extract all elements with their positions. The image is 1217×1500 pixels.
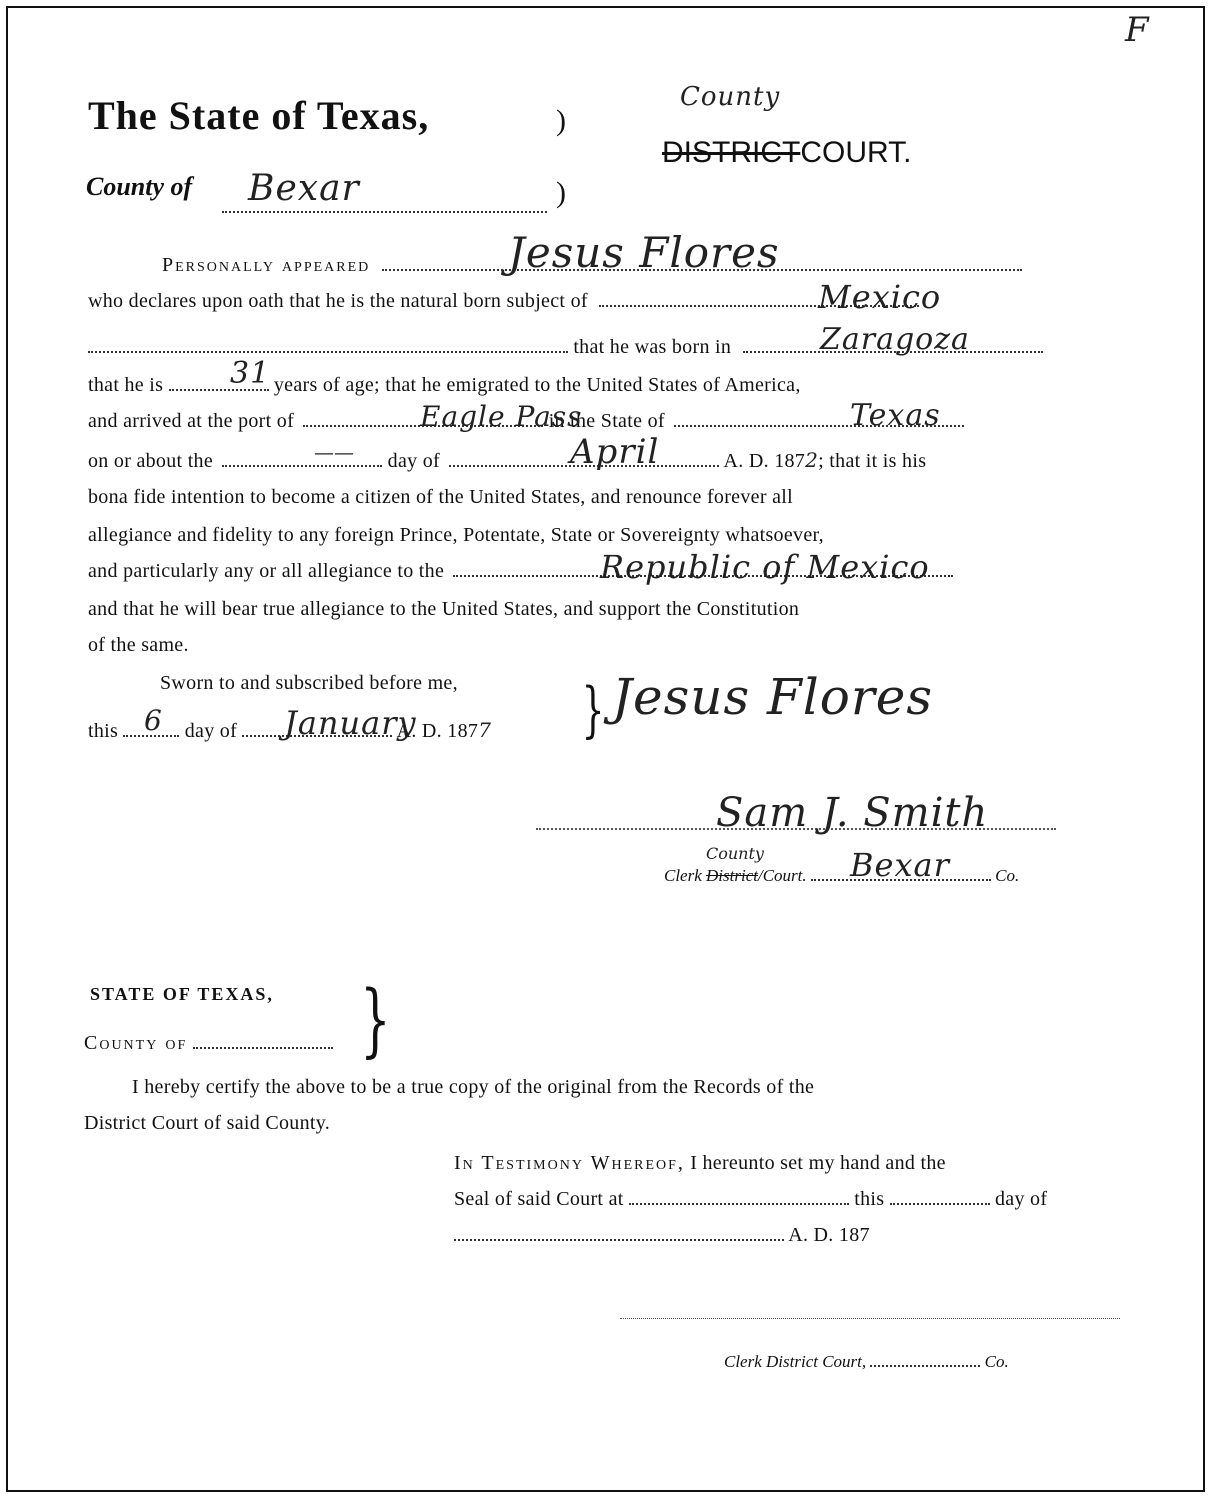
sworn-brace: } — [581, 675, 605, 745]
cert-seal-line — [454, 1188, 1047, 1211]
line-age-post: years of age; that he emigrated to the United States of America, — [273, 374, 801, 396]
cert-clerk-line — [724, 1352, 1009, 1372]
cert-testimony — [454, 1152, 946, 1175]
line-date-post: A. D. 187 — [723, 450, 806, 472]
declarant-signature: Jesus Flores — [612, 668, 933, 726]
title-brace: ) — [556, 104, 566, 137]
cert-state: STATE OF TEXAS, — [90, 984, 274, 1004]
sworn-ad: A. D. 187 — [396, 720, 479, 742]
clerk-signature: Sam J. Smith — [716, 790, 989, 836]
line-subject — [88, 290, 919, 313]
clerk-label: Clerk — [664, 866, 702, 885]
cert-clerk-label: Clerk District Court, — [724, 1352, 867, 1371]
day-value: —— — [314, 440, 354, 464]
state-value: Texas — [850, 398, 941, 433]
line-subject-text: who declares upon oath that he is the natural born subject of — [88, 290, 588, 312]
cert-brace: } — [360, 973, 391, 1066]
clerk-court-handwritten: County — [706, 844, 764, 863]
line-date — [88, 448, 926, 473]
subject-of-value: Mexico — [818, 278, 942, 316]
line-bear: and that he will bear true allegiance to the United States, and support the Constitution — [88, 598, 800, 620]
county-brace: ) — [556, 176, 566, 209]
sworn-line: Sworn to and subscribed before me, — [160, 672, 458, 694]
county-label: County of — [86, 172, 193, 201]
line-born-text: that he was born in — [573, 336, 732, 358]
court-handwritten: County — [680, 82, 781, 112]
line-age — [88, 374, 801, 397]
court-struck: DISTRICT — [662, 136, 801, 169]
sworn-month-value: January — [284, 704, 417, 742]
cert-testimony-caps: In Testimony Whereof, — [454, 1152, 685, 1174]
cert-ad: A. D. 187 — [788, 1224, 870, 1246]
corner-mark: F — [1125, 10, 1150, 50]
cert-line1: I hereby certify the above to be a true copy of the original from the Records of the — [132, 1076, 815, 1098]
line-allegiance: allegiance and fidelity to any foreign Prince, Potentate, State or Sovereignty whatsoever, — [88, 524, 824, 546]
line-date-end: ; that it is his — [818, 450, 927, 472]
line-port-mid: in the State of — [548, 410, 665, 432]
sworn-this: this — [88, 720, 119, 742]
republic-value: Republic of Mexico — [600, 548, 930, 586]
declarant-name: Jesus Flores — [508, 228, 780, 277]
cert-ad-line — [454, 1224, 870, 1247]
cert-clerk-co: Co. — [984, 1352, 1009, 1371]
line-particular-pre: and particularly any or all allegiance to the — [88, 560, 445, 582]
clerk-label-line: Clerk District/Court. Co. — [664, 866, 1020, 885]
cert-seal-day-of: day of — [994, 1188, 1048, 1210]
cert-testimony-rest: I hereunto set my hand and the — [690, 1152, 946, 1174]
county-value: Bexar — [248, 168, 360, 209]
sworn-day-of: day of — [184, 720, 238, 742]
clerk-court-struck: District — [706, 866, 758, 885]
line-date-pre: on or about the — [88, 450, 214, 472]
year-digit: 2 — [805, 448, 819, 472]
court-suffix: COURT. — [800, 136, 912, 169]
age-value: 31 — [230, 356, 271, 391]
sworn-year-digit: 7 — [478, 718, 492, 742]
month-value: April — [570, 432, 660, 472]
clerk-co-label: Co. — [995, 866, 1020, 885]
cert-county-line — [84, 1032, 333, 1055]
clerk-court-label: Court. — [762, 866, 807, 885]
cert-county-label: County of — [84, 1032, 188, 1054]
cert-seal-pre: Seal of said Court at — [454, 1188, 624, 1210]
page-title: The State of Texas, — [88, 93, 430, 138]
cert-seal-this: this — [854, 1188, 885, 1210]
court-heading — [662, 136, 911, 170]
line-intent: bona fide intention to become a citizen of the United States, and renounce forever all — [88, 486, 793, 508]
sworn-day-value: 6 — [144, 704, 163, 737]
personally-appeared-label: Personally appeared — [162, 254, 371, 276]
clerk-county-value: Bexar — [850, 846, 950, 884]
line-age-pre: that he is — [88, 374, 164, 396]
line-same: of the same. — [88, 634, 189, 656]
cert-signature-line — [620, 1318, 1120, 1319]
line-port-pre: and arrived at the port of — [88, 410, 295, 432]
born-in-value: Zaragoza — [820, 322, 970, 357]
cert-line2: District Court of said County. — [84, 1112, 331, 1134]
port-value: Eagle Pass — [420, 400, 583, 433]
line-date-mid: day of — [387, 450, 440, 472]
